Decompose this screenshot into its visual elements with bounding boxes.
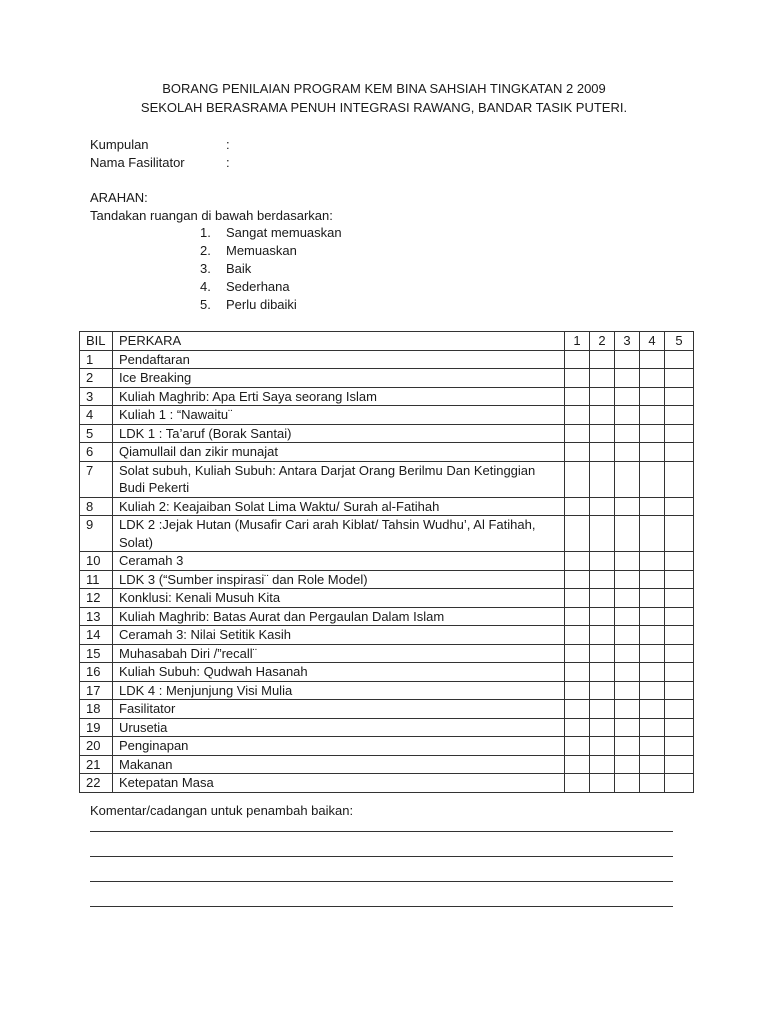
rating-cell-4[interactable] xyxy=(640,424,665,443)
rating-cell-5[interactable] xyxy=(665,737,694,756)
row-bil: 1 xyxy=(80,350,113,369)
rating-cell-5[interactable] xyxy=(665,387,694,406)
rating-cell-3[interactable] xyxy=(615,516,640,552)
scale-item xyxy=(200,224,342,242)
rating-cell-1[interactable] xyxy=(565,737,590,756)
rating-cell-2[interactable] xyxy=(590,387,615,406)
table-row xyxy=(80,644,694,663)
form-title-block xyxy=(0,80,768,118)
row-perkara: Ice Breaking xyxy=(113,369,565,388)
table-row xyxy=(80,700,694,719)
rating-cell-2[interactable] xyxy=(590,607,615,626)
row-perkara: Pendaftaran xyxy=(113,350,565,369)
header-perkara: PERKARA xyxy=(113,332,565,351)
row-bil: 12 xyxy=(80,589,113,608)
table-row xyxy=(80,516,694,552)
rating-cell-4[interactable] xyxy=(640,350,665,369)
row-bil: 5 xyxy=(80,424,113,443)
rating-cell-3[interactable] xyxy=(615,552,640,571)
comment-line[interactable] xyxy=(90,881,673,882)
header-score-1: 1 xyxy=(565,332,590,351)
rating-cell-4[interactable] xyxy=(640,681,665,700)
table-row xyxy=(80,626,694,645)
table-row xyxy=(80,681,694,700)
rating-cell-3[interactable] xyxy=(615,424,640,443)
rating-cell-3[interactable] xyxy=(615,718,640,737)
rating-cell-5[interactable] xyxy=(665,350,694,369)
rating-cell-3[interactable] xyxy=(615,737,640,756)
rating-cell-5[interactable] xyxy=(665,589,694,608)
rating-cell-2[interactable] xyxy=(590,497,615,516)
kumpulan-colon: : xyxy=(226,137,230,152)
rating-cell-1[interactable] xyxy=(565,589,590,608)
rating-cell-1[interactable] xyxy=(565,406,590,425)
row-bil: 10 xyxy=(80,552,113,571)
form-title: BORANG PENILAIAN PROGRAM KEM BINA SAHSIAH TINGKATAN 2 2009 xyxy=(162,81,606,96)
row-bil: 17 xyxy=(80,681,113,700)
rating-cell-2[interactable] xyxy=(590,406,615,425)
rating-cell-3[interactable] xyxy=(615,774,640,793)
scale-item-label: Baik xyxy=(226,261,252,276)
scale-item xyxy=(200,242,342,260)
table-header-row xyxy=(80,332,694,351)
row-perkara: Kuliah 1 : “Nawaitu¨ xyxy=(113,406,565,425)
rating-cell-3[interactable] xyxy=(615,681,640,700)
rating-cell-4[interactable] xyxy=(640,387,665,406)
comment-line[interactable] xyxy=(90,906,673,907)
table-row xyxy=(80,443,694,462)
rating-cell-3[interactable] xyxy=(615,700,640,719)
rating-cell-2[interactable] xyxy=(590,700,615,719)
rating-cell-4[interactable] xyxy=(640,369,665,388)
rating-cell-3[interactable] xyxy=(615,589,640,608)
table-row xyxy=(80,737,694,756)
fasilitator-colon: : xyxy=(226,155,230,170)
rating-cell-1[interactable] xyxy=(565,387,590,406)
scale-item-number: 1. xyxy=(200,225,211,240)
rating-cell-5[interactable] xyxy=(665,552,694,571)
row-bil: 6 xyxy=(80,443,113,462)
row-perkara: Qiamullail dan zikir munajat xyxy=(113,443,565,462)
rating-cell-1[interactable] xyxy=(565,626,590,645)
row-bil: 20 xyxy=(80,737,113,756)
row-perkara: LDK 2 :Jejak Hutan (Musafir Cari arah Kiblat/ Tahsin Wudhu’, Al Fatihah, Solat) xyxy=(113,516,565,552)
scale-item-label: Perlu dibaiki xyxy=(226,297,297,312)
table-row xyxy=(80,350,694,369)
header-score-5: 5 xyxy=(665,332,694,351)
table-row xyxy=(80,607,694,626)
rating-cell-2[interactable] xyxy=(590,516,615,552)
table-row xyxy=(80,387,694,406)
rating-cell-5[interactable] xyxy=(665,774,694,793)
table-row xyxy=(80,552,694,571)
rating-cell-5[interactable] xyxy=(665,516,694,552)
row-perkara: LDK 1 : Ta’aruf (Borak Santai) xyxy=(113,424,565,443)
scale-item-number: 2. xyxy=(200,243,211,258)
rating-cell-1[interactable] xyxy=(565,570,590,589)
row-perkara: Konklusi: Kenali Musuh Kita xyxy=(113,589,565,608)
rating-cell-5[interactable] xyxy=(665,681,694,700)
rating-cell-1[interactable] xyxy=(565,663,590,682)
rating-cell-5[interactable] xyxy=(665,369,694,388)
rating-cell-4[interactable] xyxy=(640,516,665,552)
table-row xyxy=(80,461,694,497)
rating-cell-5[interactable] xyxy=(665,663,694,682)
rating-cell-1[interactable] xyxy=(565,700,590,719)
row-perkara: Ceramah 3: Nilai Setitik Kasih xyxy=(113,626,565,645)
rating-cell-1[interactable] xyxy=(565,443,590,462)
rating-cell-3[interactable] xyxy=(615,626,640,645)
row-bil: 11 xyxy=(80,570,113,589)
header-score-2: 2 xyxy=(590,332,615,351)
rating-cell-2[interactable] xyxy=(590,369,615,388)
instructions-heading: ARAHAN: xyxy=(90,190,148,205)
kumpulan-row xyxy=(90,136,230,154)
rating-cell-2[interactable] xyxy=(590,663,615,682)
instructions-text: Tandakan ruangan di bawah berdasarkan: xyxy=(90,208,333,223)
form-subtitle: SEKOLAH BERASRAMA PENUH INTEGRASI RAWANG, BANDAR TASIK PUTERI. xyxy=(140,100,628,115)
rating-cell-3[interactable] xyxy=(615,369,640,388)
row-perkara: Makanan xyxy=(113,755,565,774)
row-bil: 14 xyxy=(80,626,113,645)
rating-cell-1[interactable] xyxy=(565,755,590,774)
row-perkara: Solat subuh, Kuliah Subuh: Antara Darjat Orang Berilmu Dan Ketinggian Budi Pekerti xyxy=(113,461,565,497)
rating-cell-3[interactable] xyxy=(615,350,640,369)
scale-item-label: Sangat memuaskan xyxy=(226,225,342,240)
row-bil: 13 xyxy=(80,607,113,626)
rating-cell-5[interactable] xyxy=(665,406,694,425)
row-bil: 16 xyxy=(80,663,113,682)
rating-cell-5[interactable] xyxy=(665,424,694,443)
row-bil: 4 xyxy=(80,406,113,425)
row-perkara: Ceramah 3 xyxy=(113,552,565,571)
rating-cell-5[interactable] xyxy=(665,755,694,774)
rating-cell-2[interactable] xyxy=(590,626,615,645)
row-perkara: LDK 3 (“Sumber inspirasi¨ dan Role Model) xyxy=(113,570,565,589)
rating-cell-4[interactable] xyxy=(640,570,665,589)
rating-cell-5[interactable] xyxy=(665,570,694,589)
rating-cell-3[interactable] xyxy=(615,570,640,589)
row-bil: 2 xyxy=(80,369,113,388)
rating-cell-4[interactable] xyxy=(640,406,665,425)
rating-cell-1[interactable] xyxy=(565,681,590,700)
table-row xyxy=(80,718,694,737)
header-score-3: 3 xyxy=(615,332,640,351)
comment-line[interactable] xyxy=(90,856,673,857)
rating-cell-1[interactable] xyxy=(565,497,590,516)
scale-item xyxy=(200,296,342,314)
table-row xyxy=(80,497,694,516)
rating-cell-3[interactable] xyxy=(615,644,640,663)
row-bil: 19 xyxy=(80,718,113,737)
rating-cell-5[interactable] xyxy=(665,718,694,737)
table-row xyxy=(80,570,694,589)
rating-cell-4[interactable] xyxy=(640,644,665,663)
row-bil: 21 xyxy=(80,755,113,774)
evaluation-table xyxy=(79,331,694,793)
rating-cell-1[interactable] xyxy=(565,516,590,552)
kumpulan-label: Kumpulan xyxy=(90,137,149,152)
rating-cell-5[interactable] xyxy=(665,607,694,626)
rating-cell-3[interactable] xyxy=(615,443,640,462)
rating-cell-5[interactable] xyxy=(665,497,694,516)
rating-cell-5[interactable] xyxy=(665,700,694,719)
row-perkara: LDK 4 : Menjunjung Visi Mulia xyxy=(113,681,565,700)
rating-cell-4[interactable] xyxy=(640,497,665,516)
rating-cell-3[interactable] xyxy=(615,755,640,774)
rating-cell-2[interactable] xyxy=(590,644,615,663)
rating-cell-2[interactable] xyxy=(590,552,615,571)
header-bil: BIL xyxy=(80,332,113,351)
fasilitator-row xyxy=(90,154,230,172)
rating-cell-3[interactable] xyxy=(615,607,640,626)
rating-cell-4[interactable] xyxy=(640,718,665,737)
row-bil: 18 xyxy=(80,700,113,719)
row-bil: 7 xyxy=(80,461,113,497)
table-row xyxy=(80,663,694,682)
rating-cell-3[interactable] xyxy=(615,461,640,497)
table-row xyxy=(80,589,694,608)
rating-cell-3[interactable] xyxy=(615,497,640,516)
rating-cell-2[interactable] xyxy=(590,424,615,443)
row-perkara: Fasilitator xyxy=(113,700,565,719)
rating-cell-2[interactable] xyxy=(590,350,615,369)
rating-cell-5[interactable] xyxy=(665,626,694,645)
rating-cell-1[interactable] xyxy=(565,424,590,443)
rating-cell-2[interactable] xyxy=(590,737,615,756)
rating-cell-4[interactable] xyxy=(640,443,665,462)
scale-item-label: Sederhana xyxy=(226,279,290,294)
instructions xyxy=(90,189,333,224)
fasilitator-label: Nama Fasilitator xyxy=(90,155,185,170)
rating-cell-2[interactable] xyxy=(590,774,615,793)
row-perkara: Muhasabah Diri /”recall¨ xyxy=(113,644,565,663)
row-bil: 8 xyxy=(80,497,113,516)
row-bil: 3 xyxy=(80,387,113,406)
row-bil: 22 xyxy=(80,774,113,793)
rating-cell-1[interactable] xyxy=(565,774,590,793)
rating-cell-1[interactable] xyxy=(565,552,590,571)
rating-cell-3[interactable] xyxy=(615,406,640,425)
row-bil: 9 xyxy=(80,516,113,552)
rating-cell-4[interactable] xyxy=(640,700,665,719)
scale-item-number: 4. xyxy=(200,279,211,294)
row-perkara: Kuliah Maghrib: Apa Erti Saya seorang Islam xyxy=(113,387,565,406)
rating-cell-2[interactable] xyxy=(590,443,615,462)
rating-cell-1[interactable] xyxy=(565,644,590,663)
table-row xyxy=(80,424,694,443)
form-meta xyxy=(90,136,230,172)
rating-scale-list xyxy=(200,224,342,314)
rating-cell-1[interactable] xyxy=(565,461,590,497)
comment-line[interactable] xyxy=(90,831,673,832)
comments-label: Komentar/cadangan untuk penambah baikan: xyxy=(90,803,354,818)
row-perkara: Ketepatan Masa xyxy=(113,774,565,793)
row-perkara: Kuliah 2: Keajaiban Solat Lima Waktu/ Surah al-Fatihah xyxy=(113,497,565,516)
rating-cell-4[interactable] xyxy=(640,589,665,608)
table-row xyxy=(80,406,694,425)
rating-cell-2[interactable] xyxy=(590,589,615,608)
scale-item xyxy=(200,260,342,278)
rating-cell-1[interactable] xyxy=(565,369,590,388)
table-row xyxy=(80,369,694,388)
rating-cell-2[interactable] xyxy=(590,681,615,700)
rating-cell-5[interactable] xyxy=(665,443,694,462)
row-perkara: Penginapan xyxy=(113,737,565,756)
row-perkara: Urusetia xyxy=(113,718,565,737)
row-bil: 15 xyxy=(80,644,113,663)
rating-cell-2[interactable] xyxy=(590,718,615,737)
rating-cell-3[interactable] xyxy=(615,387,640,406)
rating-cell-4[interactable] xyxy=(640,755,665,774)
row-perkara: Kuliah Subuh: Qudwah Hasanah xyxy=(113,663,565,682)
rating-cell-5[interactable] xyxy=(665,461,694,497)
scale-item xyxy=(200,278,342,296)
rating-cell-1[interactable] xyxy=(565,350,590,369)
rating-cell-4[interactable] xyxy=(640,663,665,682)
rating-cell-1[interactable] xyxy=(565,607,590,626)
row-perkara: Kuliah Maghrib: Batas Aurat dan Pergaulan Dalam Islam xyxy=(113,607,565,626)
rating-cell-4[interactable] xyxy=(640,461,665,497)
rating-cell-4[interactable] xyxy=(640,626,665,645)
scale-item-number: 3. xyxy=(200,261,211,276)
rating-cell-1[interactable] xyxy=(565,718,590,737)
rating-cell-4[interactable] xyxy=(640,737,665,756)
header-score-4: 4 xyxy=(640,332,665,351)
rating-cell-2[interactable] xyxy=(590,755,615,774)
rating-cell-5[interactable] xyxy=(665,644,694,663)
table-row xyxy=(80,755,694,774)
scale-item-label: Memuaskan xyxy=(226,243,297,258)
rating-cell-2[interactable] xyxy=(590,461,615,497)
rating-cell-4[interactable] xyxy=(640,774,665,793)
rating-cell-4[interactable] xyxy=(640,607,665,626)
table-row xyxy=(80,774,694,793)
rating-cell-4[interactable] xyxy=(640,552,665,571)
rating-cell-2[interactable] xyxy=(590,570,615,589)
rating-cell-3[interactable] xyxy=(615,663,640,682)
scale-item-number: 5. xyxy=(200,297,211,312)
